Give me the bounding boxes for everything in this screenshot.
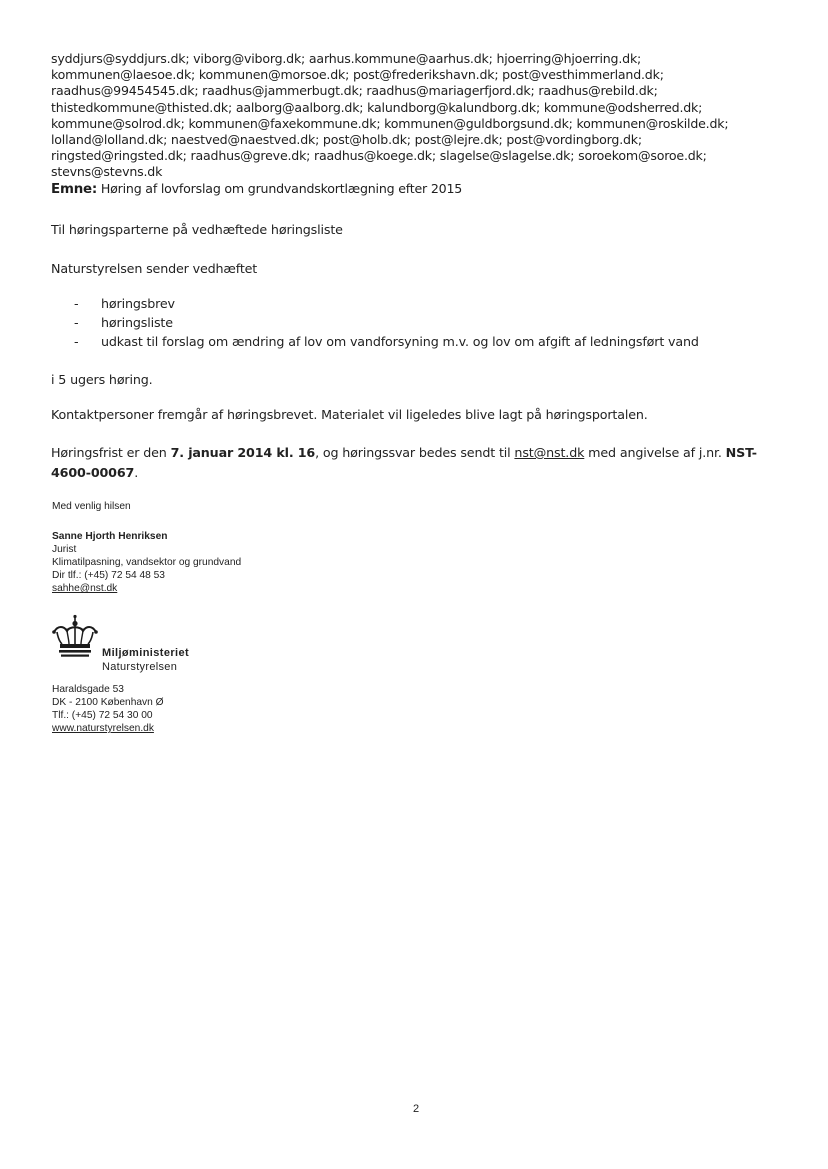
recipient-line: thistedkommune@thisted.dk; aalborg@aalborg.dk; kalundborg@kalundborg.dk; kommune@odsherred.dk; bbox=[51, 99, 703, 115]
signer-phone: Dir tlf.: (+45) 72 54 48 53 bbox=[52, 570, 165, 581]
attachment-label: høringsliste bbox=[101, 315, 173, 330]
recipients-block bbox=[51, 51, 781, 198]
bullet-dash: - bbox=[74, 315, 79, 330]
signer-title: Jurist bbox=[52, 544, 77, 555]
recipient-line: syddjurs@syddjurs.dk; viborg@viborg.dk; aarhus.kommune@aarhus.dk; hjoerring@hjoerring.dk; bbox=[51, 51, 642, 66]
subject-text: Høring af lovforslag om grundvandskortlægning efter 2015 bbox=[97, 180, 463, 196]
recipient-line: kommunen@laesoe.dk; kommunen@morsoe.dk; post@frederikshavn.dk; post@vesthimmerland.dk; bbox=[51, 67, 664, 83]
spacer bbox=[52, 513, 241, 530]
journal-number: NST-4600-00067 bbox=[51, 445, 757, 480]
website-link[interactable]: www.naturstyrelsen.dk bbox=[52, 723, 154, 734]
page-number: 2 bbox=[412, 1103, 420, 1115]
attachment-label: høringsbrev bbox=[101, 296, 175, 311]
subject-line bbox=[51, 181, 781, 198]
signer-department: Klimatilpasning, vandsektor og grundvand bbox=[52, 557, 242, 568]
greeting: Til høringsparterne på vedhæftede høringsliste bbox=[51, 222, 343, 237]
address-city: DK - 2100 København Ø bbox=[52, 697, 164, 708]
list-item bbox=[51, 332, 781, 351]
list-item bbox=[51, 313, 781, 332]
contacts-text: Kontaktpersoner fremgår af høringsbrevet. Materialet vil ligeledes blive lagt på høringsportalen. bbox=[51, 407, 648, 422]
subject-label: Emne: bbox=[51, 181, 98, 197]
address-block bbox=[52, 683, 164, 735]
deadline-mid: , og høringssvar bedes sendt til bbox=[315, 445, 515, 460]
recipient-line: raadhus@99454545.dk; raadhus@jammerbugt.dk; raadhus@mariagerfjord.dk; raadhus@rebild.dk; bbox=[51, 83, 658, 99]
hearing-period: i 5 ugers høring. bbox=[51, 372, 153, 387]
recipient-line: kommune@solrod.dk; kommunen@faxekommune.dk; kommunen@guldborgsund.dk; kommunen@roskilde.dk; bbox=[51, 115, 729, 131]
deadline-post: med angivelse af j.nr. bbox=[584, 445, 726, 460]
deadline-date: 7. januar 2014 kl. 16 bbox=[170, 445, 316, 460]
deadline-paragraph bbox=[51, 443, 781, 482]
list-item bbox=[51, 294, 781, 313]
ministry-name: Miljøministeriet bbox=[102, 647, 190, 659]
recipient-line: stevns@stevns.dk bbox=[51, 164, 163, 180]
closing: Med venlig hilsen bbox=[52, 501, 131, 512]
response-email-link[interactable]: nst@nst.dk bbox=[514, 445, 585, 460]
ministry-block bbox=[102, 646, 189, 674]
attachment-list bbox=[51, 294, 781, 351]
signer-email-link[interactable]: sahhe@nst.dk bbox=[52, 583, 118, 594]
agency-name: Naturstyrelsen bbox=[102, 661, 178, 673]
recipient-line: ringsted@ringsted.dk; raadhus@greve.dk; raadhus@koege.dk; slagelse@slagelse.dk; soroekom@soroe.dk; bbox=[51, 148, 707, 164]
bullet-dash: - bbox=[74, 296, 79, 311]
org-phone: Tlf.: (+45) 72 54 30 00 bbox=[52, 710, 153, 721]
attachment-label: udkast til forslag om ændring af lov om vandforsyning m.v. og lov om afgift af ledningsført vand bbox=[101, 334, 699, 349]
signer-name: Sanne Hjorth Henriksen bbox=[52, 531, 168, 542]
signature-block bbox=[52, 500, 241, 595]
royal-crown-icon bbox=[50, 614, 100, 660]
deadline-pre: Høringsfrist er den bbox=[51, 445, 171, 460]
deadline-end: . bbox=[134, 464, 139, 480]
intro-text: Naturstyrelsen sender vedhæftet bbox=[51, 261, 258, 276]
recipient-line: lolland@lolland.dk; naestved@naestved.dk; post@holb.dk; post@lejre.dk; post@vordingborg.dk; bbox=[51, 132, 642, 148]
address-street: Haraldsgade 53 bbox=[52, 684, 124, 695]
bullet-dash: - bbox=[74, 334, 79, 349]
